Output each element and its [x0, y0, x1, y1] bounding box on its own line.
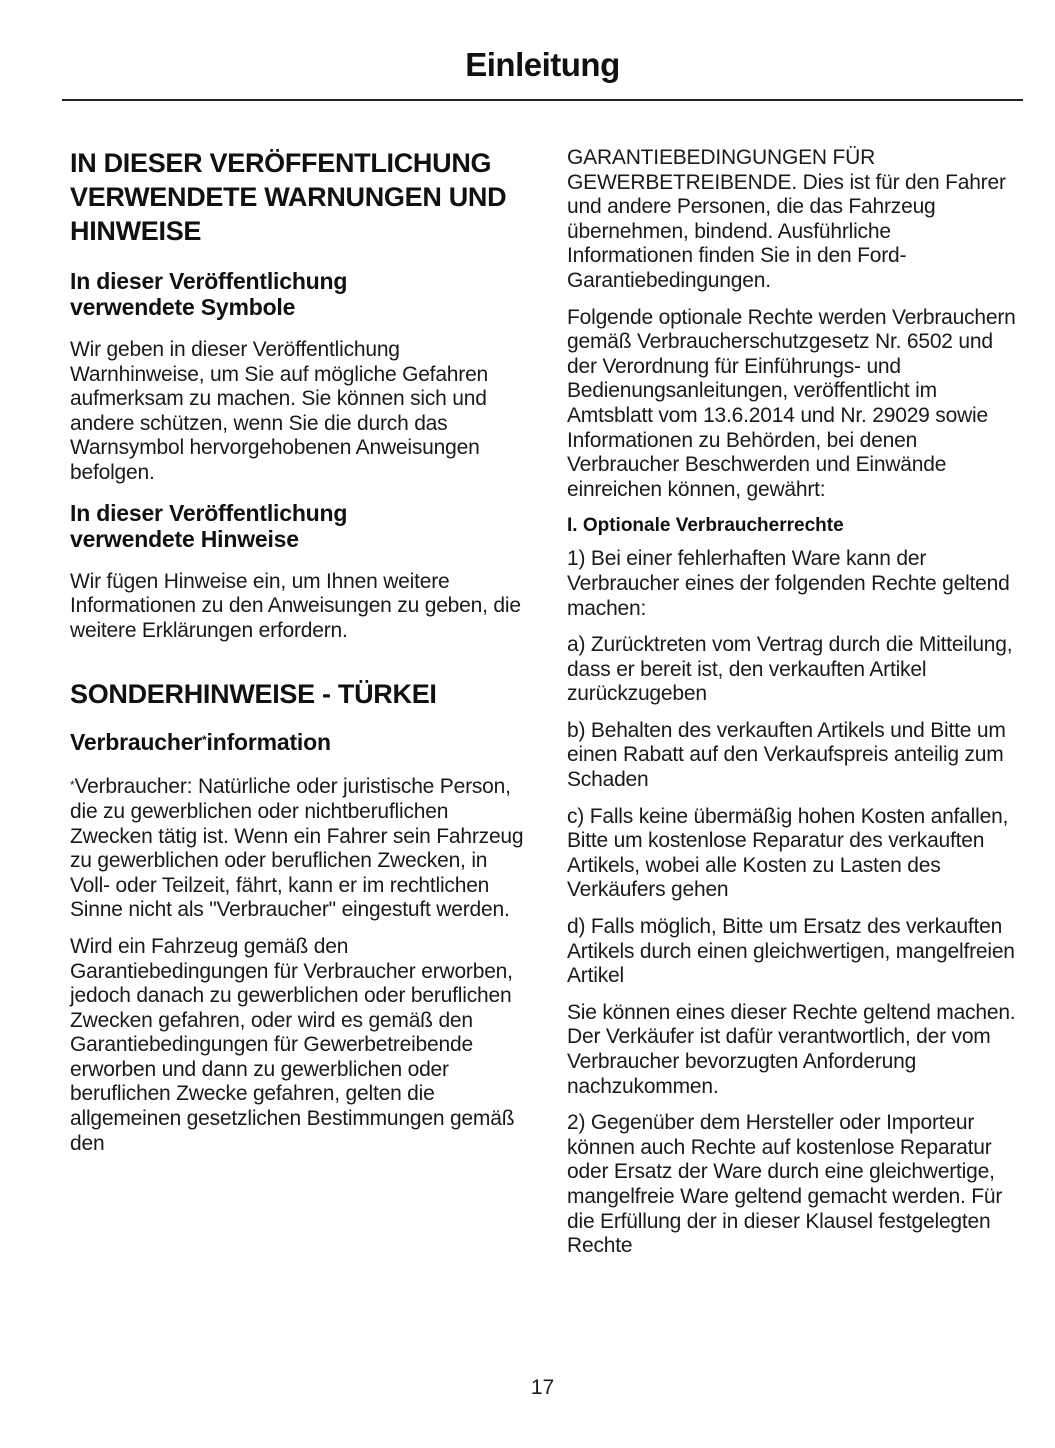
- page-title: Einleitung: [465, 46, 620, 83]
- footnote-marker: *: [202, 733, 207, 748]
- list-item-1: 1) Bei einer fehlerhaften Ware kann der Verbraucher eines der folgenden Rechte geltend machen:: [567, 547, 1010, 620]
- list-item-b: b) Behalten des verkauften Artikels und Bitte um einen Rabatt auf den Verkaufspreis anteilig zum Schaden: [567, 718, 1006, 792]
- subheading-notes: In dieser Veröffentlichung verwendete Hinweise: [70, 499, 348, 552]
- consumer-heading-part2: information: [206, 729, 331, 756]
- consumer-heading-part1: Verbraucher: [70, 729, 203, 756]
- right-column: [567, 146, 1022, 1271]
- paragraph-consumer-footnote: [70, 775, 525, 923]
- paragraph-symbols: Wir geben in dieser Veröffentlichung Warnhinweise, um Sie auf mögliche Gefahren aufmerksam zu machen. Sie können sich und andere schützen, wenn Sie die durch das Warnsymbol hervorgehobenen Anweisungen befolgen.: [70, 338, 489, 484]
- list-item-2: 2) Gegenüber dem Hersteller oder Importeur können auch Rechte auf kostenlose Reparatur oder Ersatz der Ware durch eine gleichwertige, mangelfreie Ware geltend gemacht werden. Für die Erfüllung der in dieser Klausel festgelegten Rechte: [567, 1111, 1003, 1258]
- footnote-marker: *: [70, 778, 75, 793]
- paragraph-rights-note: Sie können eines dieser Rechte geltend machen. Der Verkäufer ist dafür verantwortlich, der vom Verbraucher bevorzugten Anforderung nachzukommen.: [567, 1000, 1016, 1098]
- subheading-consumer-information: [70, 729, 525, 755]
- title-divider: [62, 99, 1023, 101]
- list-item-a: a) Zurücktreten vom Vertrag durch die Mitteilung, dass er bereit ist, den verkauften Artikel zurückzugeben: [567, 633, 1013, 706]
- section-heading-warnings: IN DIESER VERÖFFENTLICHUNG VERWENDETE WARNUNGEN UND HINWEISE: [70, 148, 507, 246]
- paragraph-rights-intro: Folgende optionale Rechte werden Verbrauchern gemäß Verbraucherschutzgesetz Nr. 6502 und der Verordnung für Einführungs- und Bedienungsanleitungen, veröffentlicht im Amtsblatt vom 13.6.2014 und Nr. 29029 sowie Informationen zu Behörden, bei denen Verbraucher Beschwerden und Einwände einreichen können, gewährt:: [567, 305, 1016, 501]
- page-number: 17: [530, 1376, 555, 1399]
- left-column: [70, 146, 525, 1168]
- list-item-c: c) Falls keine übermäßig hohen Kosten anfallen, Bitte um kostenlose Reparatur des verkauften Artikels, wobei alle Kosten zu Lasten des Verkäufers gehen: [567, 804, 1009, 902]
- paragraph-warranty: Wird ein Fahrzeug gemäß den Garantiebedingungen für Verbraucher erworben, jedoch danach zu gewerblichen oder beruflichen Zwecken gefahren, oder wird es gemäß den Garantiebedingungen für Gewerbetreibende erworben und dann zu gewerblichen oder beruflichen Zwecke gefahren, gelten die allgemeinen gesetzlichen Bestimmungen gemäß den: [70, 934, 515, 1155]
- paragraph-notes: Wir fügen Hinweise ein, um Ihnen weitere Informationen zu den Anweisungen zu geben, die weitere Erklärungen erfordern.: [70, 569, 521, 642]
- footnote-text: Verbraucher: Natürliche oder juristische Person, die zu gewerblichen oder nichtberuflichen Zwecken tätig ist. Wenn ein Fahrer sein Fahrzeug zu gewerblichen oder beruflichen Zwecken, in Voll- oder Teilzeit, fährt, kann er im rechtlichen Sinne nicht als "Verbraucher" eingestuft werden.: [70, 775, 524, 922]
- subheading-symbols: In dieser Veröffentlichung verwendete Symbole: [70, 268, 348, 320]
- list-item-d: d) Falls möglich, Bitte um Ersatz des verkauften Artikels durch einen gleichwertigen, mangelfreien Artikel: [567, 915, 1015, 988]
- subheading-optional-rights: I. Optionale Verbraucherrechte: [567, 515, 844, 537]
- section-heading-turkey: SONDERHINWEISE - TÜRKEI: [70, 679, 437, 710]
- paragraph-continuation: GARANTIEBEDINGUNGEN FÜR GEWERBETREIBENDE. Dies ist für den Fahrer und andere Personen, die das Fahrzeug übernehmen, bindend. Ausführliche Informationen finden Sie in den Ford-Garantiebedingungen.: [567, 146, 1006, 292]
